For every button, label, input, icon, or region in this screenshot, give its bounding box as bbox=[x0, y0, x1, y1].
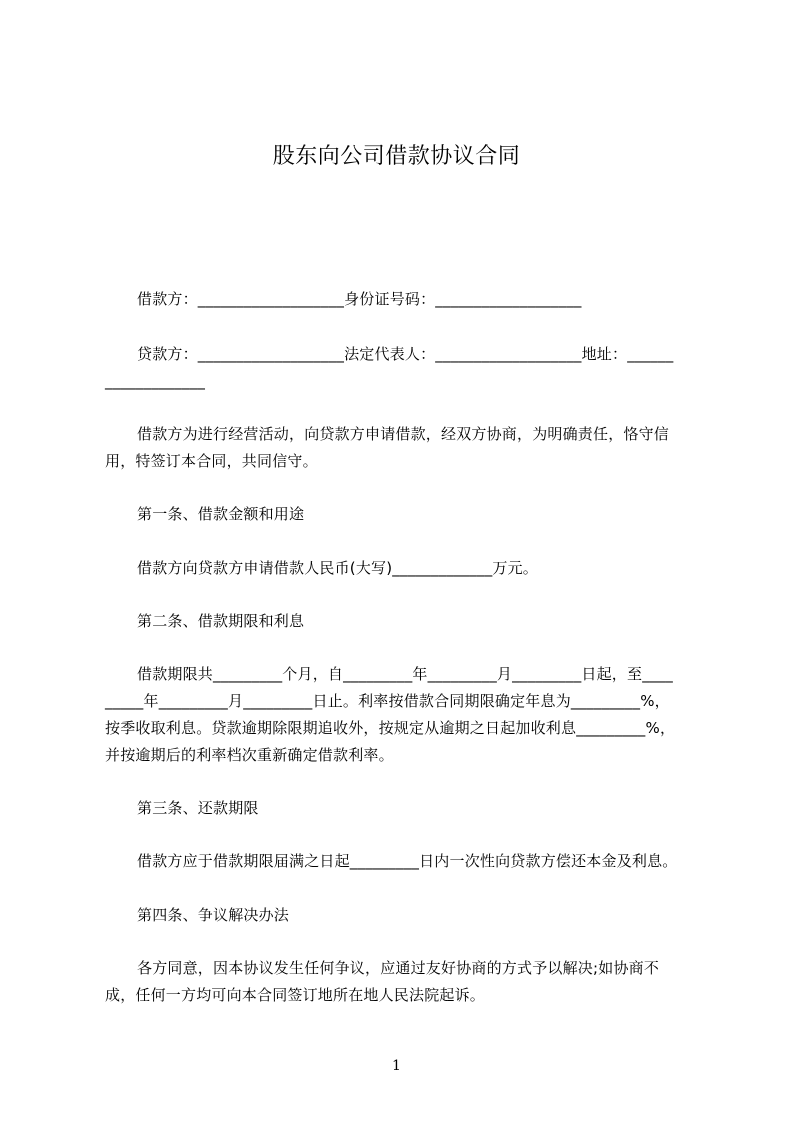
article-2-body-line: 借款期限共_________个月，自_________年_________月_________日起，至____ bbox=[137, 665, 674, 683]
article-4-heading: 第四条、争议解决办法 bbox=[137, 906, 290, 924]
article-4-body-line: 各方同意，因本协议发生任何争议，应通过友好协商的方式予以解决;如协商不 bbox=[137, 959, 660, 977]
intro-paragraph-line: 借款方为进行经营活动，向贷款方申请借款，经双方协商，为明确责任，恪守信 bbox=[137, 425, 670, 443]
article-2-heading: 第二条、借款期限和利息 bbox=[137, 612, 305, 630]
lender-line: 贷款方：___________________法定代表人：___________________地址：______ bbox=[137, 345, 674, 363]
article-1-body: 借款方向贷款方申请借款人民币(大写)_____________万元。 bbox=[137, 559, 539, 577]
borrower-line: 借款方：___________________身份证号码：___________________ bbox=[137, 290, 582, 308]
document-title: 股东向公司借款协议合同 bbox=[272, 144, 521, 169]
lender-line-continued: _____________ bbox=[105, 372, 206, 390]
article-3-body: 借款方应于借款期限届满之日起_________日内一次性向贷款方偿还本金及利息。 bbox=[137, 852, 678, 870]
article-2-body-line: 按季收取利息。贷款逾期除限期追收外，按规定从逾期之日起加收利息_________%， bbox=[105, 719, 676, 737]
article-4-body-line: 成，任何一方均可向本合同签订地所在地人民法院起诉。 bbox=[105, 986, 486, 1004]
article-1-heading: 第一条、借款金额和用途 bbox=[137, 505, 305, 523]
page-number: 1 bbox=[392, 1058, 401, 1074]
intro-paragraph-line: 用，特签订本合同，共同信守。 bbox=[105, 452, 318, 470]
article-2-body-line: 并按逾期后的利率档次重新确定借款利率。 bbox=[105, 746, 394, 764]
article-3-heading: 第三条、还款期限 bbox=[137, 799, 259, 817]
article-2-body-line: _____年_________月_________日止。利率按借款合同期限确定年息为_________%， bbox=[105, 692, 670, 710]
